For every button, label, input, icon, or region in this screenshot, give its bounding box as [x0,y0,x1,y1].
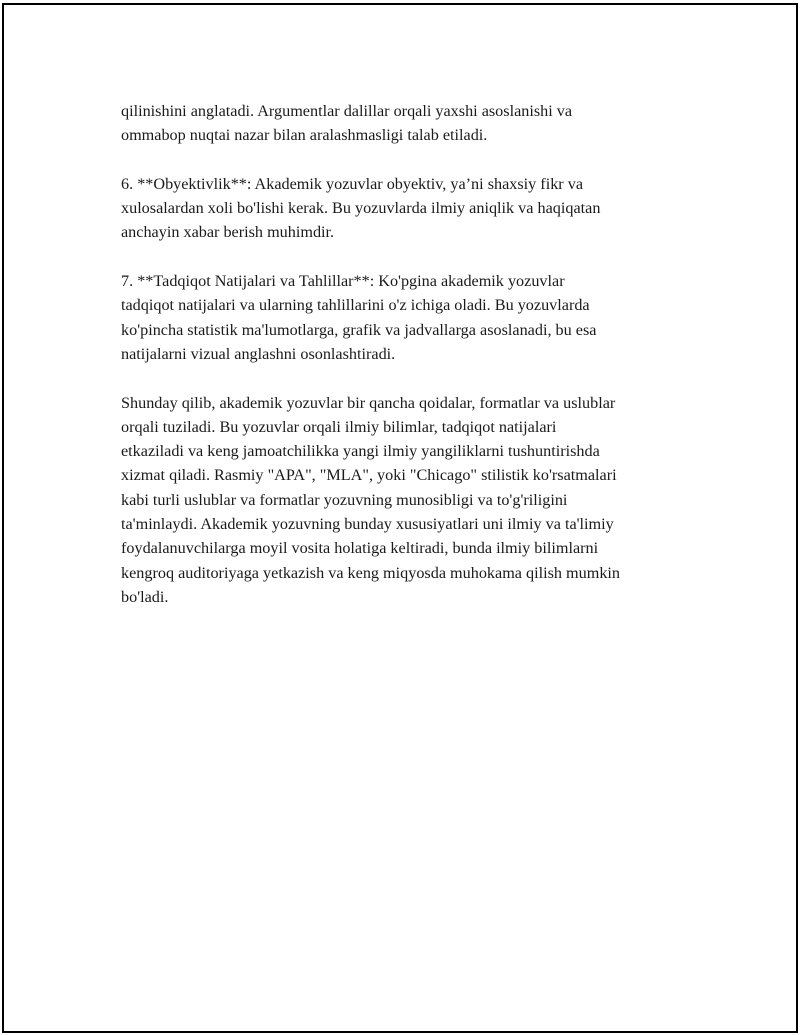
document-body [121,99,701,634]
text-line: natijalarni vizual anglashni osonlashtiradi. [121,344,396,363]
text-line: qilinishini anglatadi. Argumentlar dalillar orqali yaxshi asoslanishi va [121,102,573,120]
paragraph-conclusion [121,391,701,610]
text-line: xizmat qiladi. Rasmiy "APA", "MLA", yoki "Chicago" stilistik ko'rsatmalari [121,466,617,485]
text-line: ta'minlaydi. Akademik yozuvning bunday xususiyatlari uni ilmiy va ta'limiy [121,515,614,534]
text-line: orqali tuziladi. Bu yozuvlar orqali ilmiy bilimlar, tadqiqot natijalari [121,417,557,436]
text-line: 6. **Obyektivlik**: Akademik yozuvlar obyektiv, ya’ni shaxsiy fikr va [121,174,584,193]
text-line: Shunday qilib, akademik yozuvlar bir qancha qoidalar, formatlar va uslublar [121,393,616,412]
text-line: etkaziladi va keng jamoatchilikka yangi ilmiy yangiliklarni tushuntirishda [121,442,600,461]
text-line: tadqiqot natijalari va ularning tahlillarini o'z ichiga oladi. Bu yozuvlarda [121,296,590,315]
text-line: kabi turli uslublar va formatlar yozuvning munosibligi va to'g'riligini [121,490,568,509]
text-line: ommabop nuqtai nazar bilan aralashmasligi talab etiladi. [121,126,488,145]
text-line: bo'ladi. [121,587,169,606]
text-line: anchayin xabar berish muhimdir. [121,223,335,242]
page-frame [2,3,798,1033]
text-line: kengroq auditoriyaga yetkazish va keng miqyosda muhokama qilish mumkin [121,563,621,582]
paragraph-research-results [121,269,701,366]
paragraph-objectivity [121,172,701,245]
text-line: xulosalardan xoli bo'lishi kerak. Bu yozuvlarda ilmiy aniqlik va haqiqatan [121,199,601,218]
text-line: ko'pincha statistik ma'lumotlarga, grafik va jadvallarga asoslanadi, bu esa [121,320,597,339]
text-line: 7. **Tadqiqot Natijalari va Tahlillar**: Ko'pgina akademik yozuvlar [121,272,565,291]
paragraph-intro-continuation [121,99,701,148]
text-line: foydalanuvchilarga moyil vosita holatiga keltiradi, bunda ilmiy bilimlarni [121,539,599,558]
